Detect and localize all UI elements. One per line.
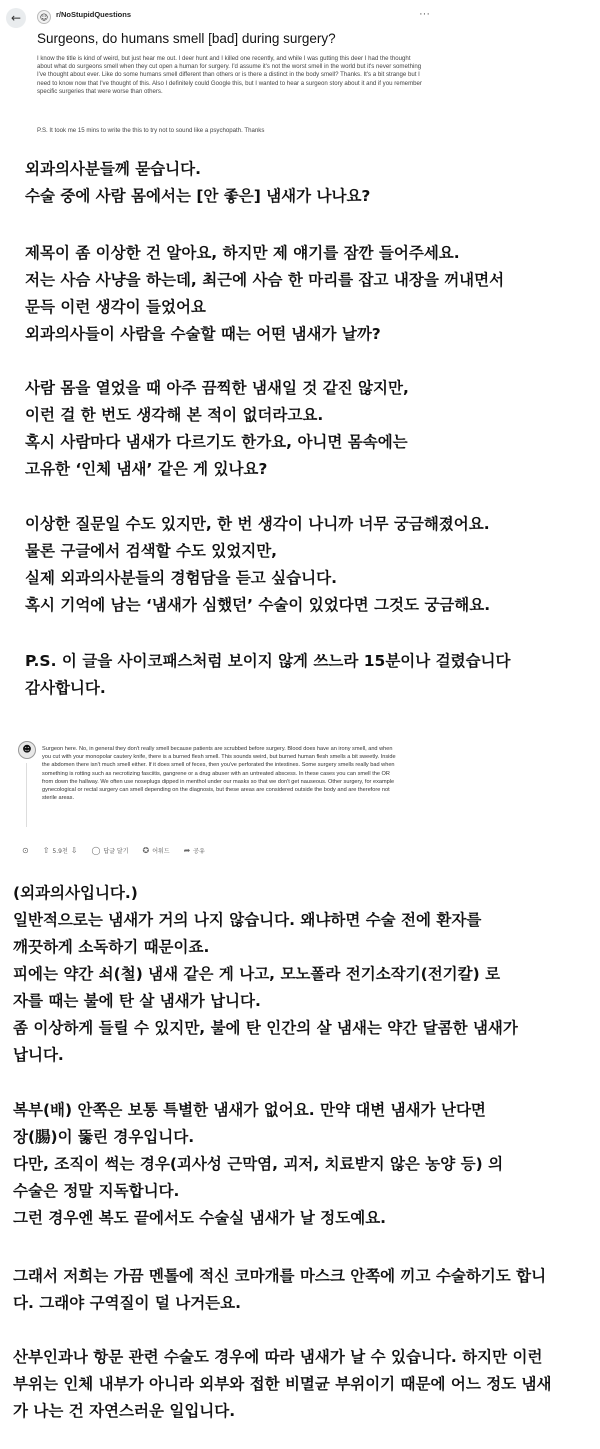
text-line: 수술 중에 사람 몸에서는 [안 좋은] 냄새가 나나요?: [25, 187, 371, 205]
text-line: 다. 그래야 구역질이 덜 나거든요.: [13, 1294, 242, 1312]
text-line: 부위는 인체 내부가 아니라 외부와 접한 비멸균 부위이기 때문에 어느 정도 냄새: [13, 1375, 552, 1393]
text-line: 그래서 저희는 가끔 멘톨에 적신 코마개를 마스크 안쪽에 끼고 수술하기도 합니: [13, 1267, 547, 1285]
text-line: 문득 이런 생각이 들었어요: [25, 298, 206, 316]
text-line: 혹시 사람마다 냄새가 다르기도 한가요, 아니면 몸속에는: [25, 433, 408, 451]
text-line: 가 나는 건 자연스러운 일입니다.: [13, 1402, 236, 1420]
text-line: 실제 외과의사분들의 경험담을 듣고 싶습니다.: [25, 569, 337, 587]
text-line: 일반적으로는 냄새가 거의 나지 않습니다. 왜냐하면 수술 전에 환자를: [13, 911, 482, 929]
text-line: 장(腸)이 뚫린 경우입니다.: [13, 1128, 195, 1146]
share-button[interactable]: [184, 846, 205, 855]
text-line: 자를 때는 불에 탄 살 냄새가 납니다.: [13, 992, 261, 1010]
answer-translation-paragraph: [13, 1263, 593, 1317]
text-line: 복부(배) 안쪽은 보통 특별한 냄새가 없어요. 만약 대변 냄새가 난다면: [13, 1101, 486, 1119]
reply-button[interactable]: [91, 846, 128, 855]
post-body: I know the title is kind of weird, but just hear me out. I deer hunt and I killed one recently, and while I was gutting this deer I had the thought about what do surgeons smell when they cut open a human for surgery. I'd assume it's not the worst smell in the world but it's never something I've thought about ever. Like do some humans smell different than others or is there a distinct in the body smell? Thanks. It's a bit strange but I need to know now that I've thought of this. Also I definitely could Google this, but I wanted to hear a surgeon story about it and if you remember specific surgeries that were worse than others.: [37, 55, 422, 95]
text-line: 이상한 질문일 수도 있지만, 한 번 생각이 나니까 너무 궁금해졌어요.: [25, 515, 490, 533]
text-line: 저는 사슴 사냥을 하는데, 최근에 사슴 한 마리를 잡고 내장을 꺼내면서: [25, 271, 505, 289]
text-line: 산부인과나 항문 관련 수술도 경우에 따라 냄새가 날 수 있습니다. 하지만 이런: [13, 1348, 543, 1366]
text-line: 좀 이상하게 들릴 수 있지만, 불에 탄 인간의 살 냄새는 약간 달콤한 냄새가: [13, 1019, 518, 1037]
text-line: 피에는 약간 쇠(철) 냄새 같은 게 나고, 모노폴라 전기소작기(전기칼) 로: [13, 965, 501, 983]
question-translation-paragraph: [25, 511, 585, 619]
award-icon: ✪: [142, 846, 150, 855]
post-title: Surgeons, do humans smell [bad] during surgery?: [37, 31, 336, 46]
text-line: 이런 걸 한 번도 생각해 본 적이 없더라고요.: [25, 406, 324, 424]
reddit-post-screenshot: [0, 0, 600, 140]
reply-label: 답글 달기: [103, 848, 129, 855]
thread-line[interactable]: [26, 763, 27, 827]
back-arrow-icon[interactable]: ←: [6, 8, 26, 28]
question-translation-paragraph: [25, 375, 585, 483]
subreddit-name[interactable]: r/NoStupidQuestions: [56, 10, 131, 19]
text-line: 혹시 기억에 남는 ‘냄새가 심했던’ 수술이 있었다면 그것도 궁금해요.: [25, 596, 491, 614]
text-line: 제목이 좀 이상한 건 알아요, 하지만 제 얘기를 잠깐 들어주세요.: [25, 244, 460, 262]
vote-control: [43, 846, 78, 855]
text-line: 사람 몸을 열었을 때 아주 끔찍한 냄새일 것 같진 않지만,: [25, 379, 409, 397]
question-translation-ps: [25, 648, 585, 702]
vote-count: 5.9천: [52, 848, 68, 855]
answer-translation-paragraph: [13, 1344, 593, 1425]
answer-translation-paragraph: [13, 1097, 593, 1232]
comment-more-button[interactable]: [22, 846, 29, 855]
share-label: 공유: [193, 848, 205, 855]
award-button[interactable]: [143, 846, 170, 855]
award-label: 어워드: [152, 848, 170, 855]
text-line: 다만, 조직이 썩는 경우(괴사성 근막염, 괴저, 치료받지 않은 농양 등) 의: [13, 1155, 504, 1173]
question-translation-paragraph: [25, 240, 585, 348]
text-line: 깨끗하게 소독하기 때문이죠.: [13, 938, 210, 956]
text-line: 감사합니다.: [25, 679, 106, 697]
text-line: 고유한 ‘인체 냄새’ 같은 게 있나요?: [25, 460, 268, 478]
text-line: 그런 경우엔 복도 끝에서도 수술실 냄새가 날 정도예요.: [13, 1209, 387, 1227]
text-line: (외과의사입니다.): [13, 884, 138, 902]
comment-body: Surgeon here. No, in general they don't really smell because patients are scrubbed before surgery. Blood does have an irony smell, and when you cut with your monopolar cautery knife, there is a burned flesh smell. This sounds weird, but burned human flesh smells a bit sweetly. Inside the abdomen there isn't much smell either. If it does smell of feces, then you've perforated the intestines. Some surgery smells really bad when something is rotting such as necrotizing fasciitis, gangrene or a drug abuser with an untreated abscess. In these cases you can smell the OR from down the hallway. We often use noseplugs dipped in menthol under our masks so that we don't get nauseous. Other surgery, for example gynecological or rectal surgery can smell depending on the diagnosis, but these areas are considered outside the body and are therefore not sterile areas.: [42, 746, 396, 802]
more-options-icon[interactable]: ···: [419, 8, 430, 20]
comment-actions: [22, 846, 205, 855]
upvote-icon[interactable]: ⇧: [42, 846, 50, 855]
subreddit-avatar[interactable]: ☺: [37, 10, 51, 24]
commenter-avatar[interactable]: ☻: [18, 741, 36, 759]
question-translation-intro: [25, 156, 585, 210]
text-line: 납니다.: [13, 1046, 64, 1064]
text-line: 물론 구글에서 검색할 수도 있었지만,: [25, 542, 278, 560]
share-icon: ➦: [183, 846, 191, 855]
text-line: 외과의사분들께 묻습니다.: [25, 160, 201, 178]
more-circle-icon: ⊙: [22, 846, 29, 855]
reply-bubble-icon: ◯: [91, 846, 101, 855]
post-ps: P.S. It took me 15 mins to write the this to try not to sound like a psychopath. Thanks: [37, 127, 265, 134]
answer-translation-paragraph: [13, 880, 593, 1069]
text-line: P.S. 이 글을 사이코패스처럼 보이지 않게 쓰느라 15분이나 걸렸습니다: [25, 652, 511, 670]
text-line: 외과의사들이 사람을 수술할 때는 어떤 냄새가 날까?: [25, 325, 381, 343]
downvote-icon[interactable]: ⇩: [70, 846, 78, 855]
reddit-comment-screenshot: [0, 735, 600, 860]
text-line: 수술은 정말 지독합니다.: [13, 1182, 180, 1200]
